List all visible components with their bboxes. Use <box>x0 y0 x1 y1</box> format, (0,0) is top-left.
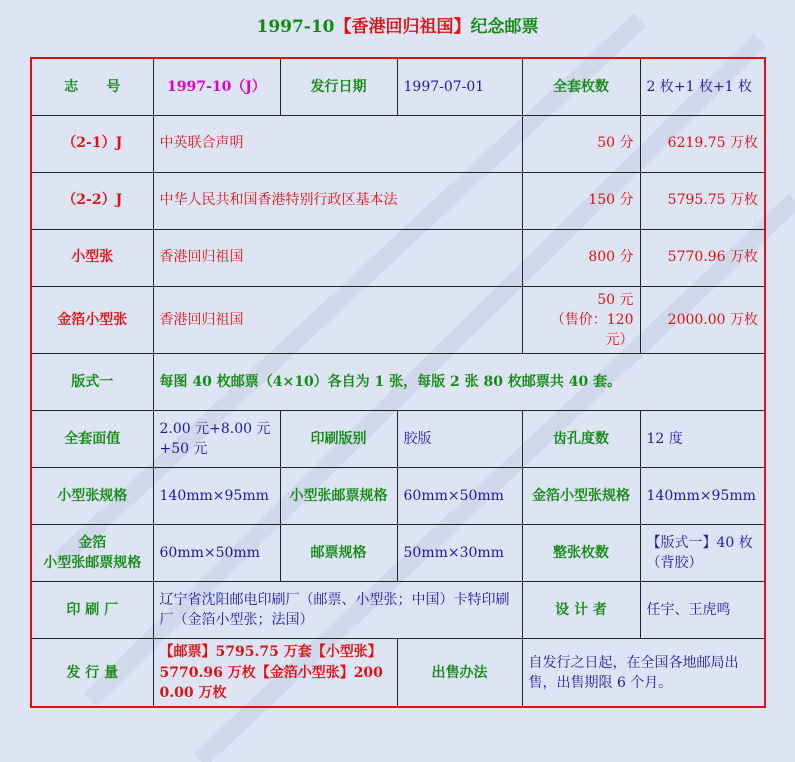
zhihao-value: 1997-10（J） <box>153 58 280 115</box>
stamp-name: 中英联合声明 <box>153 115 522 172</box>
stamp-row <box>31 172 765 229</box>
stamp-price: 150 分 <box>522 172 640 229</box>
designer-value: 任宇、王虎鸣 <box>640 582 765 639</box>
label-perforation: 齿孔度数 <box>522 411 640 468</box>
label-designer: 设 计 者 <box>522 582 640 639</box>
face-value: 2.00 元+8.00 元+50 元 <box>153 411 280 468</box>
stamp-row <box>31 115 765 172</box>
title-code: 1997-10 <box>256 17 335 37</box>
title-name: 【香港回归祖国】 <box>334 17 471 37</box>
stamp-row <box>31 229 765 286</box>
label-gold-ms-size: 金箔小型张规格 <box>522 468 640 525</box>
label-ms-stamp-size: 小型张邮票规格 <box>280 468 397 525</box>
label-issue-date: 发行日期 <box>280 58 397 115</box>
printer-value: 辽宁省沈阳邮电印刷厂（邮票、小型张；中国）卡特印刷厂（金箔小型张；法国） <box>153 582 522 639</box>
sale-method-value: 自发行之日起，在全国各地邮局出售，出售期限 6 个月。 <box>522 639 765 707</box>
label-gold-stamp-size-line1: 金箔 <box>78 535 107 552</box>
label-stamp-size: 邮票规格 <box>280 525 397 582</box>
ms-stamp-size-value: 60mm×50mm <box>397 468 522 525</box>
page-title <box>0 12 795 37</box>
stamp-price: 50 分 <box>522 115 640 172</box>
perforation-value: 12 度 <box>640 411 765 468</box>
label-zhihao: 志 号 <box>31 58 153 115</box>
specs-row <box>31 411 765 468</box>
stamp-quantity: 5795.75 万枚 <box>640 172 765 229</box>
header-row <box>31 58 765 115</box>
stamp-id: （2-1）J <box>31 115 153 172</box>
ms-size-value: 140mm×95mm <box>153 468 280 525</box>
set-count-value: 2 枚+1 枚+1 枚 <box>640 58 765 115</box>
label-printer: 印 刷 厂 <box>31 582 153 639</box>
issue-date-value: 1997-07-01 <box>397 58 522 115</box>
label-face-value: 全套面值 <box>31 411 153 468</box>
stamp-name: 香港回归祖国 <box>153 229 522 286</box>
specs-row <box>31 468 765 525</box>
stamp-name: 香港回归祖国 <box>153 286 522 354</box>
label-gold-stamp-size <box>31 525 153 582</box>
gold-stamp-size-value: 60mm×50mm <box>153 525 280 582</box>
stamp-id: 金箔小型张 <box>31 286 153 354</box>
format-text: 每图 40 枚邮票（4×10）各自为 1 张，每版 2 张 80 枚邮票共 40 套。 <box>153 354 765 411</box>
stamp-info-table <box>30 57 766 708</box>
sheet-count-line1: 【版式一】40 枚 <box>646 535 753 552</box>
stamp-price-sale: （售价：120 元） <box>550 311 634 349</box>
stamp-id: 小型张 <box>31 229 153 286</box>
stamp-id: （2-2）J <box>31 172 153 229</box>
format-row <box>31 354 765 411</box>
label-format: 版式一 <box>31 354 153 411</box>
print-method-value: 胶版 <box>397 411 522 468</box>
stamp-row <box>31 286 765 354</box>
issue-row <box>31 639 765 707</box>
gold-ms-size-value: 140mm×95mm <box>640 468 765 525</box>
label-print-method: 印刷版别 <box>280 411 397 468</box>
stamp-quantity: 5770.96 万枚 <box>640 229 765 286</box>
label-ms-size: 小型张规格 <box>31 468 153 525</box>
sheet-count-value <box>640 525 765 582</box>
issue-volume-value: 【邮票】5795.75 万套【小型张】5770.96 万枚【金箔小型张】2000.00 万枚 <box>153 639 397 707</box>
label-gold-stamp-size-line2: 小型张邮票规格 <box>43 555 142 572</box>
sheet-count-line2: （背胶） <box>646 555 703 572</box>
stamp-size-value: 50mm×30mm <box>397 525 522 582</box>
stamp-name: 中华人民共和国香港特别行政区基本法 <box>153 172 522 229</box>
label-set-count: 全套枚数 <box>522 58 640 115</box>
stamp-price: 800 分 <box>522 229 640 286</box>
stamp-price <box>522 286 640 354</box>
title-suffix: 纪念邮票 <box>470 17 539 37</box>
label-sale-method: 出售办法 <box>397 639 522 707</box>
label-issue-volume: 发 行 量 <box>31 639 153 707</box>
stamp-price-face: 50 元 <box>597 291 634 308</box>
printer-row <box>31 582 765 639</box>
stamp-quantity: 6219.75 万枚 <box>640 115 765 172</box>
label-sheet-count: 整张枚数 <box>522 525 640 582</box>
stamp-quantity: 2000.00 万枚 <box>640 286 765 354</box>
specs-row <box>31 525 765 582</box>
